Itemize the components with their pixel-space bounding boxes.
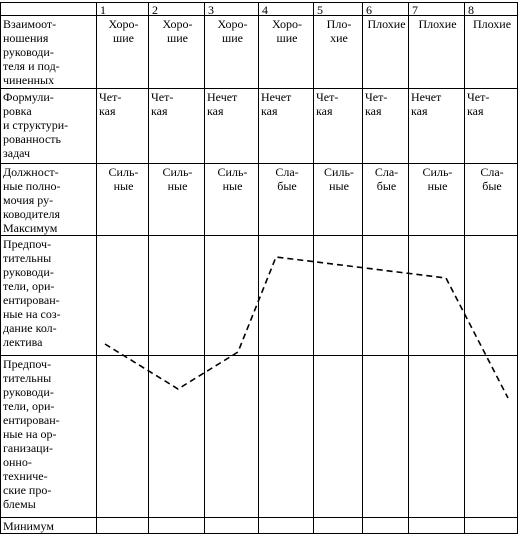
row-label: Взаимоот- ношения руководи- теля и под- чиненных bbox=[3, 17, 60, 87]
column-number-header: 7 bbox=[412, 3, 418, 17]
table-cell: Чет- кая bbox=[151, 90, 174, 118]
column-number-header: 8 bbox=[468, 3, 474, 17]
table-cell: Хоро- шие bbox=[272, 17, 302, 45]
row-label: Предпоч- тительны руководи- тели, ори- ентирован- ные на ор- ганизаци- онно- техниче- ские про- блемы bbox=[3, 357, 60, 511]
table-cell: Хоро- шие bbox=[217, 17, 248, 45]
table-cell: Силь- ные bbox=[324, 165, 354, 193]
column-number-header: 1 bbox=[100, 3, 106, 17]
table-cell: Нечет кая bbox=[261, 90, 292, 118]
column-number-header: 2 bbox=[152, 3, 158, 17]
row-label: Предпоч- тительны руководи- тели, ори- ентирован- ные на соз- дание кол- лектива bbox=[3, 237, 61, 349]
column-number-header: 4 bbox=[262, 3, 268, 17]
table-cell: Сла- бые bbox=[374, 165, 399, 193]
table-cell: Нечет кая bbox=[411, 90, 442, 118]
row-label: Должност- ные полно- мочия ру- ководителя Максимум bbox=[3, 165, 61, 235]
column-number-header: 6 bbox=[366, 3, 372, 17]
column-number-header: 3 bbox=[208, 3, 214, 17]
table-cell: Пло- хие bbox=[326, 17, 352, 45]
table-cell: Чет- кая bbox=[365, 90, 388, 118]
table-cell: Чет- кая bbox=[316, 90, 339, 118]
table-cell: Хоро- шие bbox=[162, 17, 193, 45]
table-cell: Плохие bbox=[418, 17, 457, 31]
table-cell: Хоро- шие bbox=[108, 17, 139, 45]
row-label: Формули- ровка и структури- рованность задач bbox=[3, 90, 69, 160]
table-cell: Чет- кая bbox=[99, 90, 122, 118]
table-cell: Сла- бые bbox=[275, 165, 299, 193]
table-cell: Сла- бые bbox=[480, 165, 504, 193]
row-label: Минимум bbox=[3, 519, 54, 533]
table-cell: Силь- ные bbox=[108, 165, 139, 193]
table-cell: Силь- ные bbox=[162, 165, 193, 193]
table-cell: Плохие bbox=[472, 17, 512, 31]
column-number-header: 5 bbox=[317, 3, 323, 17]
table-cell: Чет- кая bbox=[467, 90, 490, 118]
table-cell: Силь- ные bbox=[217, 165, 248, 193]
table-cell: Плохие bbox=[367, 17, 406, 31]
table-cell: Силь- ные bbox=[422, 165, 453, 193]
table-cell: Нечет кая bbox=[207, 90, 238, 118]
